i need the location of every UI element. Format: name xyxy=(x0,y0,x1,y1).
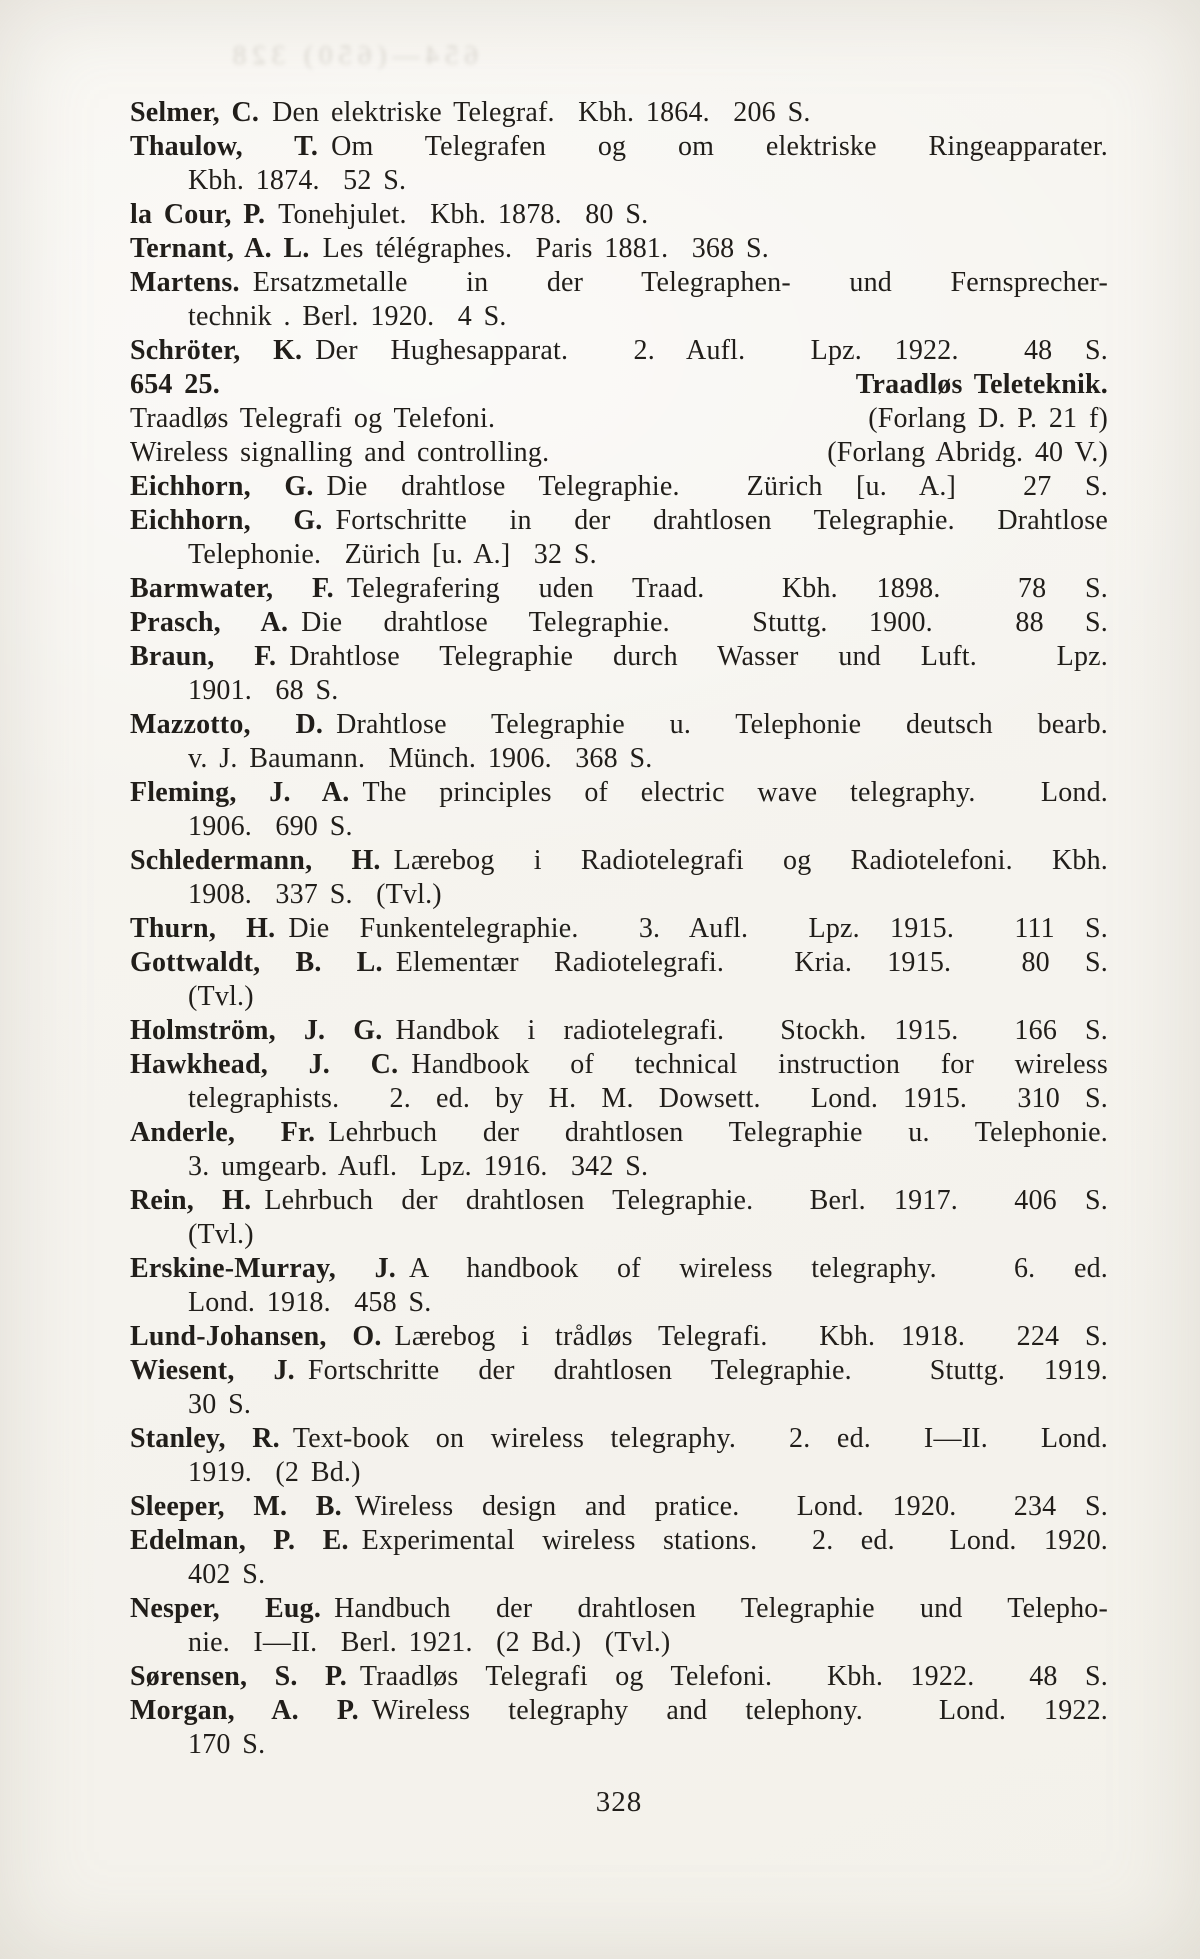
entry-line xyxy=(130,1626,1108,1660)
entry-author: Lund-Johansen, O. xyxy=(130,1321,382,1352)
entry-text: Wireless design and pratice. Lond. 1920. 234 S. xyxy=(354,1491,1109,1522)
entry-author: Sleeper, M. B. xyxy=(130,1491,342,1522)
entry-text: technik . Berl. 1920. 4 S. xyxy=(188,301,507,332)
entry-line xyxy=(130,1184,1108,1218)
entry-text: Elementær Radiotelegrafi. Kria. 1915. 80 S. xyxy=(395,947,1108,978)
entry-line xyxy=(130,1286,1108,1320)
entry-line xyxy=(130,334,1108,368)
entry-author: Schledermann, H. xyxy=(130,845,381,876)
entry-author: Gottwaldt, B. L. xyxy=(130,947,383,978)
entry-text: Traadløs Telegrafi og Telefoni. Kbh. 1922. 48 S. xyxy=(359,1661,1109,1692)
bib-entry xyxy=(130,1184,1108,1252)
bib-entry xyxy=(130,1252,1108,1320)
entry-text: Lehrbuch der drahtlosen Telegraphie u. Telephonie. xyxy=(328,1117,1108,1148)
entry-text: Handbuch der drahtlosen Telegraphie und Telepho- xyxy=(334,1593,1108,1624)
bib-entry xyxy=(130,1694,1108,1762)
entry-text: Der Hughesapparat. 2. Aufl. Lpz. 1922. 48 S. xyxy=(315,335,1108,366)
entry-author: Erskine-Murray, J. xyxy=(130,1253,396,1284)
bib-entry xyxy=(130,640,1108,708)
entry-text: Wireless telegraphy and telephony. Lond. 1922. xyxy=(371,1695,1108,1726)
entry-text: 1919. (2 Bd.) xyxy=(188,1457,361,1488)
entry-line xyxy=(130,980,1108,1014)
entry-line xyxy=(130,946,1108,980)
bib-entry xyxy=(130,470,1108,504)
entry-text: 1908. 337 S. (Tvl.) xyxy=(188,879,442,910)
bib-entry xyxy=(130,572,1108,606)
entry-text: Om Telegrafen og om elektriske Ringeapparater. xyxy=(331,131,1108,162)
entry-line xyxy=(130,810,1108,844)
bib-entry xyxy=(130,844,1108,912)
entry-line xyxy=(130,1218,1108,1252)
entry-author: Holmström, J. G. xyxy=(130,1015,383,1046)
entry-author: Fleming, J. A. xyxy=(130,777,350,808)
entry-line xyxy=(130,1490,1108,1524)
entry-text: (Tvl.) xyxy=(188,1219,254,1250)
entry-line xyxy=(130,1694,1108,1728)
bib-entry xyxy=(130,1014,1108,1048)
cross-reference-pointer: (Forlang D. P. 21 f) xyxy=(868,403,1108,434)
entry-text: Die drahtlose Telegraphie. Zürich [u. A.] 27 S. xyxy=(326,471,1108,502)
entry-text: 402 S. xyxy=(188,1559,266,1590)
entry-text: Die drahtlose Telegraphie. Stuttg. 1900. 88 S. xyxy=(301,607,1108,638)
entry-line xyxy=(130,674,1108,708)
entry-author: Ternant, A. L. xyxy=(130,233,310,264)
entry-author: Anderle, Fr. xyxy=(130,1117,316,1148)
bib-entry xyxy=(130,1354,1108,1422)
entry-author: Nesper, Eug. xyxy=(130,1593,322,1624)
bib-entry xyxy=(130,1490,1108,1524)
bib-entry xyxy=(130,776,1108,844)
section-classification-number: 654 25. xyxy=(130,369,220,400)
bib-entry xyxy=(130,266,1108,334)
entry-line xyxy=(130,1660,1108,1694)
bibliography-column xyxy=(130,96,1108,1762)
bib-entry xyxy=(130,232,1108,266)
bib-entry xyxy=(130,1116,1108,1184)
bib-entry xyxy=(130,946,1108,1014)
entry-line xyxy=(130,1592,1108,1626)
entry-text: Telephonie. Zürich [u. A.] 32 S. xyxy=(188,539,597,570)
entry-text: Die Funkentelegraphie. 3. Aufl. Lpz. 1915. 111 S. xyxy=(288,913,1108,944)
entry-author: la Cour, P. xyxy=(130,199,266,230)
entry-author: Wiesent, J. xyxy=(130,1355,295,1386)
cross-reference xyxy=(130,436,1108,470)
entry-author: Barmwater, F. xyxy=(130,573,334,604)
entry-text: Experimental wireless stations. 2. ed. Lond. 1920. xyxy=(361,1525,1108,1556)
bib-entry xyxy=(130,1422,1108,1490)
entry-text: Ersatzmetalle in der Telegraphen- und Fernsprecher- xyxy=(252,267,1108,298)
entry-line xyxy=(130,1048,1108,1082)
entry-text: Lærebog i Radiotelegrafi og Radiotelefoni. Kbh. xyxy=(393,845,1109,876)
entry-text: Text-book on wireless telegraphy. 2. ed. I—II. Lond. xyxy=(292,1423,1108,1454)
entry-line xyxy=(130,1524,1108,1558)
bib-entry xyxy=(130,130,1108,198)
entry-line xyxy=(130,1422,1108,1456)
entry-text: v. J. Baumann. Münch. 1906. 368 S. xyxy=(188,743,653,774)
entry-author: Braun, F. xyxy=(130,641,277,672)
bib-entry xyxy=(130,96,1108,130)
entry-line xyxy=(130,1728,1108,1762)
entry-text: Den elektriske Telegraf. Kbh. 1864. 206 S. xyxy=(272,97,811,128)
bleed-through-text: 654—(650) 328 xyxy=(226,40,478,70)
entry-text: 3. umgearb. Aufl. Lpz. 1916. 342 S. xyxy=(188,1151,649,1182)
entry-line xyxy=(130,878,1108,912)
entry-line xyxy=(130,504,1108,538)
entry-text: (Tvl.) xyxy=(188,981,254,1012)
entry-line xyxy=(130,232,1108,266)
entry-author: Mazzotto, D. xyxy=(130,709,324,740)
bib-entry xyxy=(130,334,1108,368)
entry-line xyxy=(130,300,1108,334)
entry-author: Martens. xyxy=(130,267,240,298)
entry-line xyxy=(130,266,1108,300)
entry-line xyxy=(130,844,1108,878)
entry-line xyxy=(130,1456,1108,1490)
entry-line xyxy=(130,742,1108,776)
bib-entry xyxy=(130,198,1108,232)
entry-text: Tonehjulet. Kbh. 1878. 80 S. xyxy=(278,199,649,230)
entry-author: Thaulow, T. xyxy=(130,131,319,162)
entries-top xyxy=(130,96,1108,368)
entry-text: telegraphists. 2. ed. by H. M. Dowsett. Lond. 1915. 310 S. xyxy=(188,1083,1108,1114)
entry-text: 1906. 690 S. xyxy=(188,811,353,842)
entry-line xyxy=(130,130,1108,164)
entry-line xyxy=(130,96,1108,130)
entry-text: Kbh. 1874. 52 S. xyxy=(188,165,407,196)
bib-entry xyxy=(130,1592,1108,1660)
entry-text: Fortschritte der drahtlosen Telegraphie. Stuttg. 1919. xyxy=(307,1355,1108,1386)
entry-text: 1901. 68 S. xyxy=(188,675,339,706)
entry-line xyxy=(130,164,1108,198)
entry-text: Telegrafering uden Traad. Kbh. 1898. 78 S. xyxy=(346,573,1108,604)
entry-line xyxy=(130,776,1108,810)
entry-line xyxy=(130,912,1108,946)
entry-line xyxy=(130,1082,1108,1116)
entry-line xyxy=(130,1558,1108,1592)
entry-line xyxy=(130,1320,1108,1354)
entry-author: Sørensen, S. P. xyxy=(130,1661,347,1692)
bib-entry xyxy=(130,1048,1108,1116)
entry-line xyxy=(130,572,1108,606)
cross-reference-title: Traadløs Telegrafi og Telefoni. xyxy=(130,403,496,434)
bib-entry xyxy=(130,504,1108,572)
entries-main xyxy=(130,470,1108,1762)
entry-text: Lehrbuch der drahtlosen Telegraphie. Berl. 1917. 406 S. xyxy=(264,1185,1108,1216)
entry-line xyxy=(130,606,1108,640)
entry-line xyxy=(130,470,1108,504)
entry-text: The principles of electric wave telegraphy. Lond. xyxy=(362,777,1108,808)
entry-line xyxy=(130,1150,1108,1184)
entry-author: Rein, H. xyxy=(130,1185,252,1216)
entry-line xyxy=(130,1354,1108,1388)
entry-author: Hawkhead, J. C. xyxy=(130,1049,399,1080)
entry-author: Thurn, H. xyxy=(130,913,276,944)
bib-entry xyxy=(130,912,1108,946)
entry-line xyxy=(130,640,1108,674)
entry-author: Edelman, P. E. xyxy=(130,1525,349,1556)
cross-reference-pointer: (Forlang Abridg. 40 V.) xyxy=(827,437,1108,468)
entry-text: nie. I—II. Berl. 1921. (2 Bd.) (Tvl.) xyxy=(188,1627,671,1658)
section-title: Traadløs Teleteknik. xyxy=(855,369,1108,400)
entry-text: 170 S. xyxy=(188,1729,266,1760)
entry-text: Fortschritte in der drahtlosen Telegraphie. Drahtlose xyxy=(335,505,1108,536)
entry-text: A handbook of wireless telegraphy. 6. ed. xyxy=(408,1253,1108,1284)
entry-text: Drahtlose Telegraphie u. Telephonie deutsch bearb. xyxy=(336,709,1108,740)
entry-line xyxy=(130,1116,1108,1150)
entry-text: Les télégraphes. Paris 1881. 368 S. xyxy=(322,233,769,264)
entry-line xyxy=(130,1014,1108,1048)
entry-text: Handbook of technical instruction for wireless xyxy=(411,1049,1108,1080)
entry-line xyxy=(130,198,1108,232)
entry-line xyxy=(130,538,1108,572)
entry-author: Eichhorn, G. xyxy=(130,505,323,536)
bib-entry xyxy=(130,606,1108,640)
entry-text: 30 S. xyxy=(188,1389,252,1420)
section-header xyxy=(130,368,1108,402)
entry-author: Eichhorn, G. xyxy=(130,471,314,502)
entry-text: Handbok i radiotelegrafi. Stockh. 1915. 166 S. xyxy=(395,1015,1108,1046)
bib-entry xyxy=(130,708,1108,776)
entry-text: Lærebog i trådløs Telegrafi. Kbh. 1918. 224 S. xyxy=(394,1321,1109,1352)
cross-reference-title: Wireless signalling and controlling. xyxy=(130,437,550,468)
entry-line xyxy=(130,1252,1108,1286)
entry-author: Schröter, K. xyxy=(130,335,303,366)
cross-reference xyxy=(130,402,1108,436)
entry-author: Selmer, C. xyxy=(130,97,260,128)
entry-line xyxy=(130,708,1108,742)
bib-entry xyxy=(130,1320,1108,1354)
entry-line xyxy=(130,1388,1108,1422)
entry-author: Morgan, A. P. xyxy=(130,1695,359,1726)
page-number: 328 xyxy=(595,1786,643,1818)
bib-entry xyxy=(130,1524,1108,1592)
entry-author: Prasch, A. xyxy=(130,607,289,638)
entry-text: Lond. 1918. 458 S. xyxy=(188,1287,432,1318)
entry-text: Drahtlose Telegraphie durch Wasser und Luft. Lpz. xyxy=(289,641,1108,672)
entry-author: Stanley, R. xyxy=(130,1423,280,1454)
bib-entry xyxy=(130,1660,1108,1694)
